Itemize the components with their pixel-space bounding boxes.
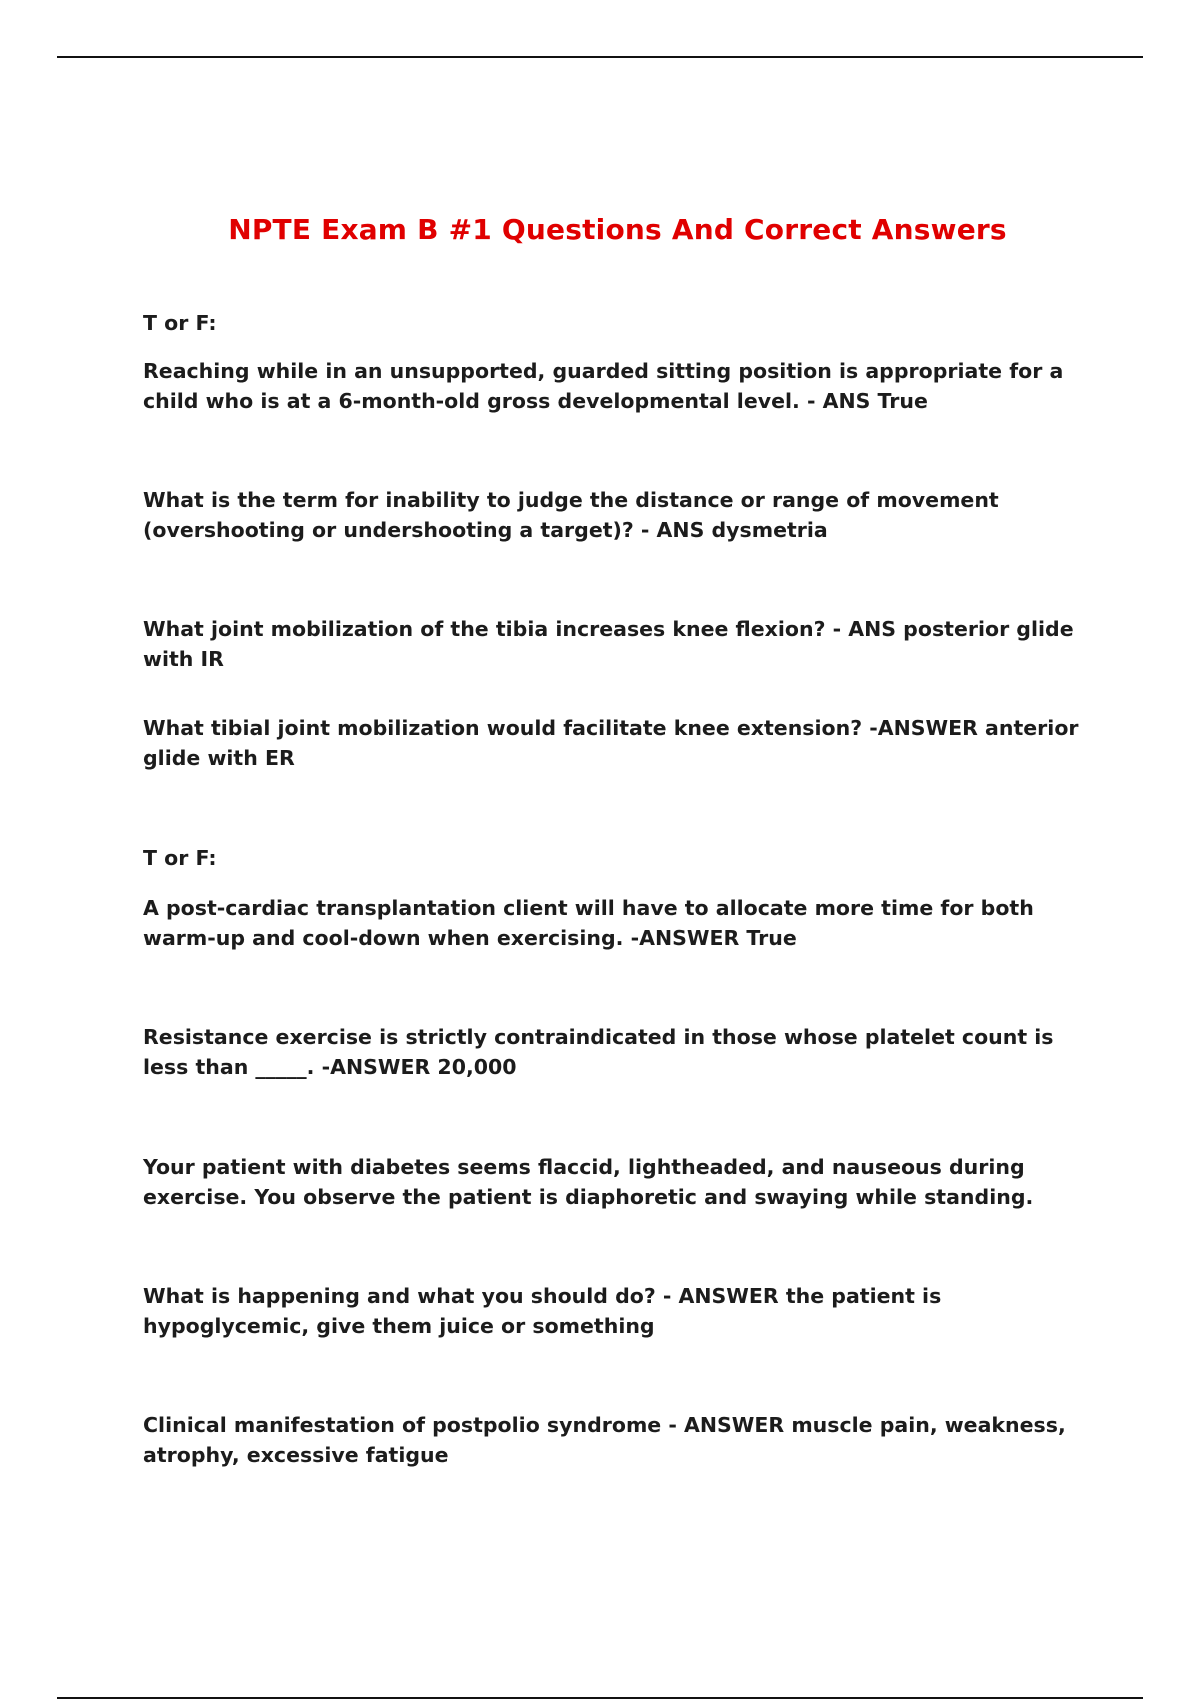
paragraph-8: Resistance exercise is strictly contraindicated in those whose platelet count is less than _____. -ANSWER 20,000 [143, 1025, 1054, 1079]
paragraph-11: Clinical manifestation of postpolio syndrome - ANSWER muscle pain, weakness, atrophy, excessive fatigue [143, 1413, 1066, 1467]
paragraph-4: What joint mobilization of the tibia increases knee flexion? - ANS posterior glide with IR [143, 617, 1074, 671]
paragraph-5: What tibial joint mobilization would facilitate knee extension? -ANSWER anterior glide with ER [143, 716, 1079, 770]
paragraph-6: T or F: [143, 846, 217, 870]
paragraph-2: Reaching while in an unsupported, guarded sitting position is appropriate for a child who is at a 6-month-old gross developmental level. - ANS True [143, 359, 1064, 413]
paragraph-3: What is the term for inability to judge the distance or range of movement (overshooting or undershooting a target)? - ANS dysmetria [143, 488, 999, 542]
paragraph-7: A post-cardiac transplantation client will have to allocate more time for both warm-up and cool-down when exercising. -ANSWER True [143, 896, 1034, 950]
document-title: NPTE Exam B #1 Questions And Correct Answers [228, 212, 1007, 246]
paragraph-10: What is happening and what you should do? - ANSWER the patient is hypoglycemic, give them juice or something [143, 1284, 942, 1338]
top-rule [57, 56, 1143, 58]
paragraph-1: T or F: [143, 311, 217, 335]
bottom-rule [57, 1697, 1143, 1699]
paragraph-9: Your patient with diabetes seems flaccid, lightheaded, and nauseous during exercise. You observe the patient is diaphoretic and swaying while standing. [143, 1155, 1034, 1209]
